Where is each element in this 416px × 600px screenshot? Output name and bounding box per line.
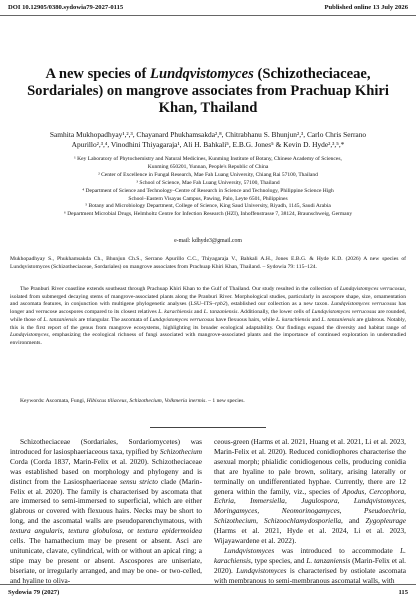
abstract-italic: rpb2 <box>215 301 226 308</box>
body-italic: sensu stricto <box>120 476 158 486</box>
abstract <box>10 286 406 348</box>
keyword-italic: Volkmeria inermis <box>164 398 206 404</box>
affiliation-line: ¹ Key Laboratory of Phytochemistry and Natural Medicines, Kunming Institute of Botany, Chinese Academy of Sciences, <box>74 156 342 162</box>
author-list <box>10 130 406 150</box>
keywords-text: Keywords: Ascomata, Fungi, <box>20 398 87 404</box>
body-italic: L. tanzaniensis <box>306 555 351 565</box>
title-pre: A new species of <box>45 66 151 82</box>
body-text: Corda (Corda 1837, Marin-Felix et al. 2020). Schizotheciaceae was established based on morphology and phylogeny and is distinct from the Lasiosphaeriaceae <box>10 456 202 486</box>
section-divider <box>150 427 266 428</box>
affiliation-line: ⁴ Department of Science and Technology–Centre of Research in Science and Technology, Philippine Science High <box>82 187 334 194</box>
abstract-text: are rounded, while those of <box>10 309 406 323</box>
body-paragraph <box>214 546 406 586</box>
body-italic: textura angularis <box>10 526 63 536</box>
body-text: was introduced to accommodate <box>274 545 401 555</box>
keywords-text: , <box>126 398 130 404</box>
abstract-text: , isolated from submerged decaying stems of mangrove-associated plants along the Pranburi River. Morphological studies, particularly in ascospore shape, size, ornamentation and ascomata features, in conjunction with multigene phylogenetic analyses (LSU–ITS– <box>10 286 406 308</box>
abstract-text: ), established our collection as a new taxon. <box>225 301 332 308</box>
doi-label: DOI 10.12905/0380.sydowia79-2027-0115 <box>8 3 124 11</box>
keywords <box>10 398 406 406</box>
body-text: , type species, and <box>250 555 307 565</box>
abstract-italic: L. tanzaniensis <box>43 316 77 323</box>
affiliation-line: School–Eastern Visayas Campus, Pawing, Palo, Leyte 6501, Philippines <box>128 195 288 202</box>
body-italic: Lundqvistomyces <box>236 565 287 575</box>
abstract-text: , emphasizing the ecological richness of fungi associated with mangrove-associated plants and the importance of continued exploration in understudied environments. <box>10 332 406 346</box>
body-italic: Zygopleurage <box>365 516 407 526</box>
keywords-text: , <box>161 398 165 404</box>
journal-issue: Sydowia 79 (2027) <box>8 589 60 596</box>
affiliation-line: Kunming 650201, Yunnan, People's Republic of China <box>147 163 269 170</box>
published-date: Published online 13 July 2026 <box>324 3 408 11</box>
body-text: clade (Marin-Felix et al. 2020). The family is characterised by ascomata that are immersed to semi-immersed to superficial, which are either glabrous or covered with flexuous hairs. Necks may be short to long, and the ascomatal walls are pseudoparenchymatous, with <box>10 476 202 526</box>
page-footer <box>0 585 416 600</box>
abstract-text: has longer and verrucose ascospores compared to its closest relatives <box>10 301 407 316</box>
body-text: , or <box>121 526 138 536</box>
affiliation-line: ⁵ Botany and Microbiology Department, College of Science, King Saud University, Riyadh, 1145, Saudi Arabia <box>85 203 331 210</box>
affiliation-line: ³ School of Science, Mae Fah Luang University, 57100, Thailand <box>136 179 280 186</box>
abstract-text: are triangular. The ascomata of <box>76 316 150 323</box>
body-text: cells. The hamathecium may be present or absent. Asci are unitunicate, clavate, cylindrical, with or without an apical ring; a stipe may be present or absent. Ascospores are uniseriate, biseriate, or irregularly arranged, and may be one- or two-celled, and hyaline to oliva- <box>10 536 202 585</box>
body-paragraph <box>214 437 406 546</box>
body-paragraph <box>10 437 202 586</box>
body-text: , <box>62 526 69 536</box>
citation: Mukhopadhyay S., Phukhamsakda Ch., Bhunjun Ch.S., Serrano Apurillo C.C., Thiyagaraja V., Bahkali A.H., Jones E.B.G. & Hyde K.D. (2026) A new species of Lundqvistomyces (Schizotheciaceae, Sordariales) on mangrove associates from Prachuap Khiri Khan, Thailand. – Sydowia 79: 115–124. <box>10 256 406 270</box>
body-italic: L. karachiensis <box>214 545 406 565</box>
body-italic: textura globulosa <box>68 526 122 536</box>
body-italic: Apodus, Cercophora, Echria, Immersiella, Jugulospora, Lundqvistomyces, Moringamyces, Neomorinogamyces, Pseudoechria, Schizothecium, Schizoochlamydosporiella <box>214 486 406 526</box>
body-italic: textura epidermoidea <box>137 526 202 536</box>
abstract-italic: L. tanzaniensis <box>203 309 238 316</box>
abstract-italic: L. tanzaniensis <box>321 316 356 323</box>
body-italic: Schizothecium <box>159 446 202 456</box>
affiliation-line: ² Center of Excellence in Fungal Research, Mae Fah Luang University, Chiang Rai 57100, Thailand <box>98 171 318 178</box>
body-text: Schizotheciaceae (Sordariales, Sordariomycetes) was introduced for lasiosphaeriaceous taxa, typified by <box>10 437 202 456</box>
body-column-right <box>214 437 406 586</box>
abstract-text: and <box>192 309 204 316</box>
abstract-italic: Lundqvistomyces verrucosus <box>339 286 405 292</box>
body-column-left <box>10 437 202 586</box>
abstract-text: . Additionally, the lower cells of <box>237 309 312 316</box>
affiliations <box>22 156 394 219</box>
body-text: is characterised by ostiolate ascomata with membranous to semi-membranous ascomatal walls, with <box>214 565 406 585</box>
abstract-text: and <box>310 316 322 323</box>
header-rule <box>0 15 416 16</box>
body-italic: Lundqvistomyces <box>224 545 275 555</box>
corresponding-email: e-mail: kdhyde3@gmail.com <box>174 238 242 244</box>
body-text: ceous-green (Harms et al. 2021, Huang et al. 2021, Li et al. 2023, Marin-Felix et al. 2020). Reduced conidiophores characterise the asexual morph; phialidic conidiogenous cells, producing conidia that are hyaline to pale brown, solitary, arising laterally or terminally on undifferentiated hyphae. Currently, there are 12 genera within the family, viz., species of <box>214 437 406 496</box>
abstract-italic: L. karachiensis <box>158 309 193 316</box>
page-number: 115 <box>398 589 408 596</box>
affiliation-line: ⁶ Department Microbial Drugs, Helmholtz Centre for Infection Research (HZI), Inhoffenstrasse 7, 38124, Braunschweig, Germany <box>63 211 353 218</box>
abstract-text: are glabrous. Notably, this is the first report of the genus from mangrove ecosystems, highlighting its broader ecological adaptability. Our findings expand the diversity and habitat range of <box>10 316 406 331</box>
abstract-italic: Lundqvistomyces verrucosus <box>149 316 215 323</box>
abstract-italic: L. karachiensis <box>276 316 311 323</box>
title-genus: Lundqvistomyces <box>150 66 254 82</box>
abstract-italic: Lundqvistomyces <box>10 332 49 339</box>
abstract-italic: Lundqvistomyces verrucosus <box>331 301 397 308</box>
abstract-italic: Lundqvistomyces verrucosus <box>311 309 377 316</box>
body-text: (Harms et al. 2021, Hyde et al. 2024, Li et al. 2023, Wijayawardene et al. 2022). <box>214 526 406 546</box>
body-text: (Marin-Felix et al. 2020). <box>214 555 406 575</box>
title-post: (Schizotheciaceae, Sordariales) on mangrove associates from Prachuap Khiri Khan, Thailand <box>27 66 389 116</box>
keywords-text: . – 1 new species. <box>205 398 245 404</box>
article-title <box>20 66 396 117</box>
page-header <box>0 0 416 14</box>
keyword-italic: Schizothecium <box>129 398 162 404</box>
author-line: Apurillo²,³,⁴, Vinodhini Thiyagaraja¹, Ali H. Bahkali⁵, E.B.G. Jones⁵ & Kevin D. Hyde²,³,⁵,* <box>71 140 345 149</box>
body-text: , and <box>341 516 366 526</box>
abstract-text: The Pranburi River coastline extends southeast through Prachuap Khiri Khan to the Gulf of Thailand. Our study resulted in the collection of <box>20 286 340 292</box>
keyword-italic: Hibiscus tiliaceus <box>86 398 127 404</box>
author-line: Samhita Mukhopadhyay¹,²,³, Chayanard Phukhamsakda²,⁸, Chitrabhanu S. Bhunjun²,³, Carlo Chris Serrano <box>49 130 367 139</box>
abstract-text: have flexuous hairs, while <box>214 316 277 323</box>
